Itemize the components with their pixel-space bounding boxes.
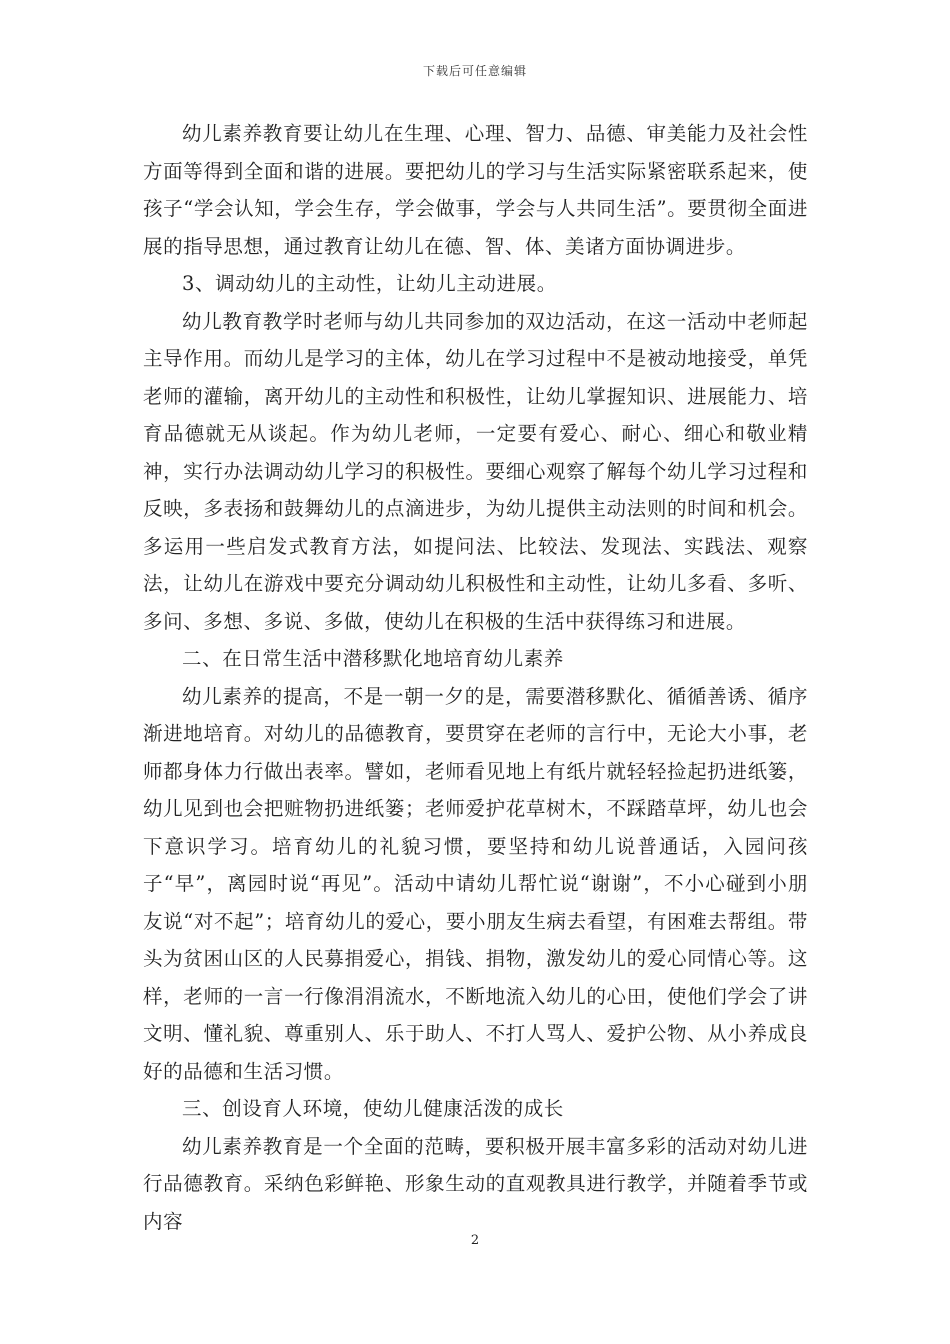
paragraph-environment: 幼儿素养教育是一个全面的范畴，要积极开展丰富多彩的活动对幼儿进行品德教育。采纳色彩鲜艳、形象生动的直观教具进行教学，并随着季节或内容 xyxy=(143,1134,808,1233)
page-header: 下载后可任意编辑 xyxy=(422,64,527,78)
paragraph-comprehensive-development: 幼儿素养教育要让幼儿在生理、心理、智力、品德、审美能力及社会性方面等得到全面和谐的进展。要把幼儿的学习与生活实际紧密联系起来，使孩子“学会认知，学会生存，学会做事，学会与人共同生活”。要贯彻全面进展的指导思想，通过教育让幼儿在德、智、体、美诸方面协调进步。 xyxy=(143,122,808,258)
heading-section-daily-life: 二、在日常生活中潜移默化地培育幼儿素养 xyxy=(182,647,564,670)
heading-section-3-initiative: 3、调动幼儿的主动性，让幼儿主动进展。 xyxy=(182,272,557,295)
paragraph-initiative: 幼儿教育教学时老师与幼儿共同参加的双边活动，在这一活动中老师起主导作用。而幼儿是学习的主体，幼儿在学习过程中不是被动地接受，单凭老师的灌输，离开幼儿的主动性和积极性，让幼儿掌握知识、进展能力、培育品德就无从谈起。作为幼儿老师，一定要有爱心、耐心、细心和敬业精神，实行办法调动幼儿学习的积极性。要细心观察了解每个幼儿学习过程和反映，多表扬和鼓舞幼儿的点滴进步，为幼儿提供主动法则的时间和机会。多运用一些启发式教育方法，如提问法、比较法、发现法、实践法、观察法，让幼儿在游戏中要充分调动幼儿积极性和主动性，让幼儿多看、多听、多问、多想、多说、多做，使幼儿在积极的生活中获得练习和进展。 xyxy=(143,309,808,633)
heading-section-environment: 三、创设育人环境，使幼儿健康活泼的成长 xyxy=(182,1097,564,1120)
page-number: 2 xyxy=(470,1233,480,1248)
document-body xyxy=(143,115,808,1240)
paragraph-daily-life: 幼儿素养的提高，不是一朝一夕的是，需要潜移默化、循循善诱、循序渐进地培育。对幼儿的品德教育，要贯穿在老师的言行中，无论大小事，老师都身体力行做出表率。譬如，老师看见地上有纸片就轻轻捡起扔进纸篓，幼儿见到也会把赃物扔进纸篓；老师爱护花草树木，不踩踏草坪，幼儿也会下意识学习。培育幼儿的礼貌习惯，要坚持和幼儿说普通话，入园问孩子“早”，离园时说“再见”。活动中请幼儿帮忙说“谢谢”，不小心碰到小朋友说“对不起”；培育幼儿的爱心，要小朋友生病去看望，有困难去帮组。带头为贫困山区的人民募捐爱心，捐钱、捐物，激发幼儿的爱心同情心等。这样，老师的一言一行像涓涓流水，不断地流入幼儿的心田，使他们学会了讲文明、懂礼貌、尊重别人、乐于助人、不打人骂人、爱护公物、从小养成良好的品德和生活习惯。 xyxy=(143,684,808,1083)
